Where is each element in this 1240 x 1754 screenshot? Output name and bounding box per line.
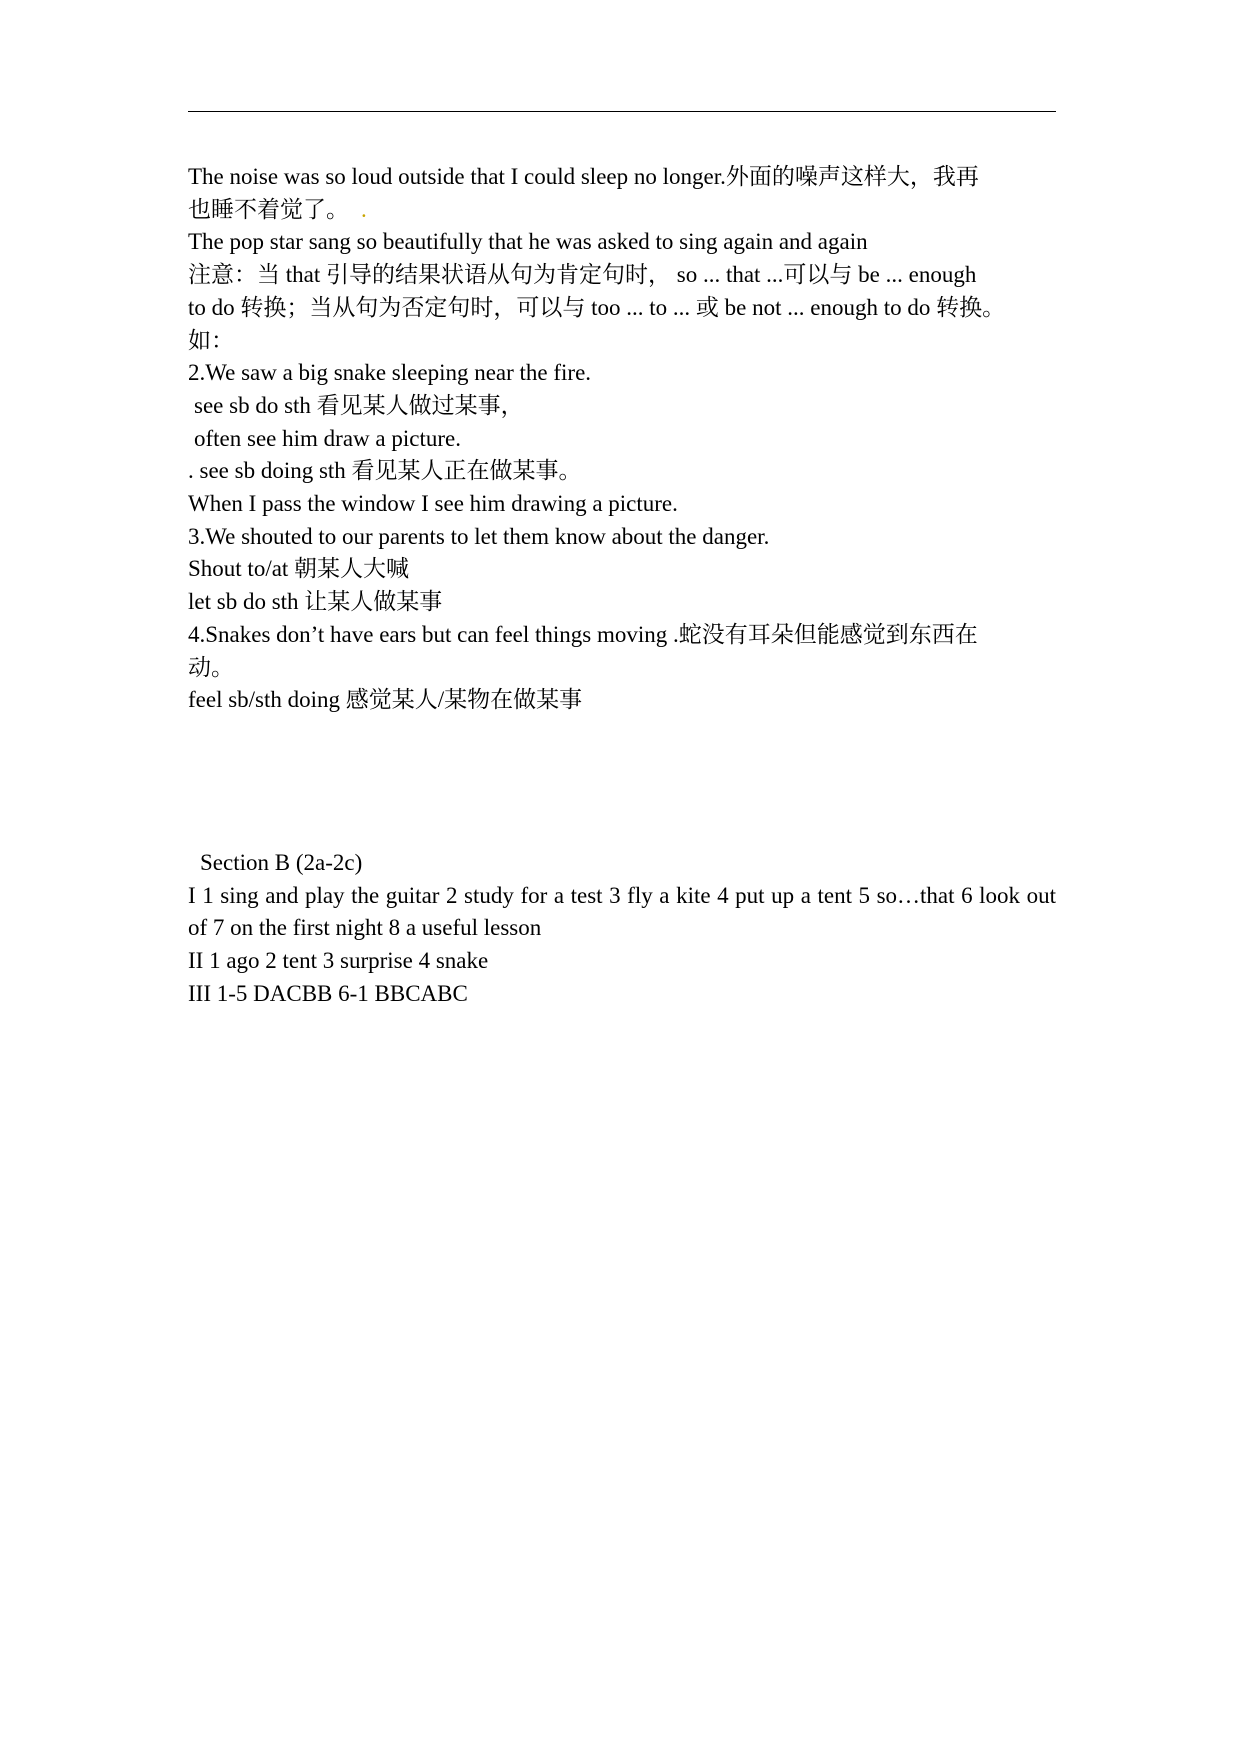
answer-part-1: I 1 sing and play the guitar 2 study for a test 3 fly a kite 4 put up a tent 5 so…that 6 look out of 7 on the first night 8 a useful lesson: [188, 882, 1056, 941]
note-line: to do 转换；当从句为否定句时，可以与 too ... to ... 或 be not ... enough to do 转换。: [188, 294, 1006, 320]
section-title: Section B (2a-2c): [200, 850, 363, 875]
note-line: 如：: [188, 327, 234, 353]
example-sentence: 2.We saw a big snake sleeping near the fire.: [188, 360, 592, 386]
answers-block: [188, 847, 1068, 1011]
note-line: 注意：当 that 引导的结果状语从句为肯定句时， so ... that ...可以与 be ... enough: [188, 262, 977, 288]
answer-part-2: II 1 ago 2 tent 3 surprise 4 snake: [188, 948, 489, 974]
trailing-mark: .: [361, 196, 367, 222]
note-line: let sb do sth 让某人做某事: [188, 589, 443, 615]
note-line: When I pass the window I see him drawing a picture.: [188, 491, 678, 517]
example-sentence: 3.We shouted to our parents to let them know about the danger.: [188, 523, 770, 549]
answer-part-3: III 1-5 DACBB 6-1 BBCABC: [188, 980, 468, 1006]
note-line: 也睡不着觉了。: [188, 196, 349, 222]
header-rule: [188, 111, 1056, 112]
note-line: often see him draw a picture.: [194, 425, 461, 451]
note-line: feel sb/sth doing 感觉某人/某物在做某事: [188, 687, 583, 713]
note-line: The pop star sang so beautifully that he was asked to sing again and again: [188, 229, 868, 255]
note-line-with-mark: [188, 194, 1068, 227]
note-line: . see sb doing sth 看见某人正在做某事。: [188, 458, 582, 484]
note-line: see sb do sth 看见某人做过某事，: [194, 392, 524, 418]
notes-block: [188, 161, 1068, 717]
note-line: Shout to/at 朝某人大喊: [188, 556, 410, 582]
note-line: The noise was so loud outside that I could sleep no longer.外面的噪声这样大，我再: [188, 164, 979, 189]
note-line: 动。: [188, 654, 234, 680]
example-sentence: 4.Snakes don’t have ears but can feel things moving .蛇没有耳朵但能感觉到东西在: [188, 621, 978, 647]
